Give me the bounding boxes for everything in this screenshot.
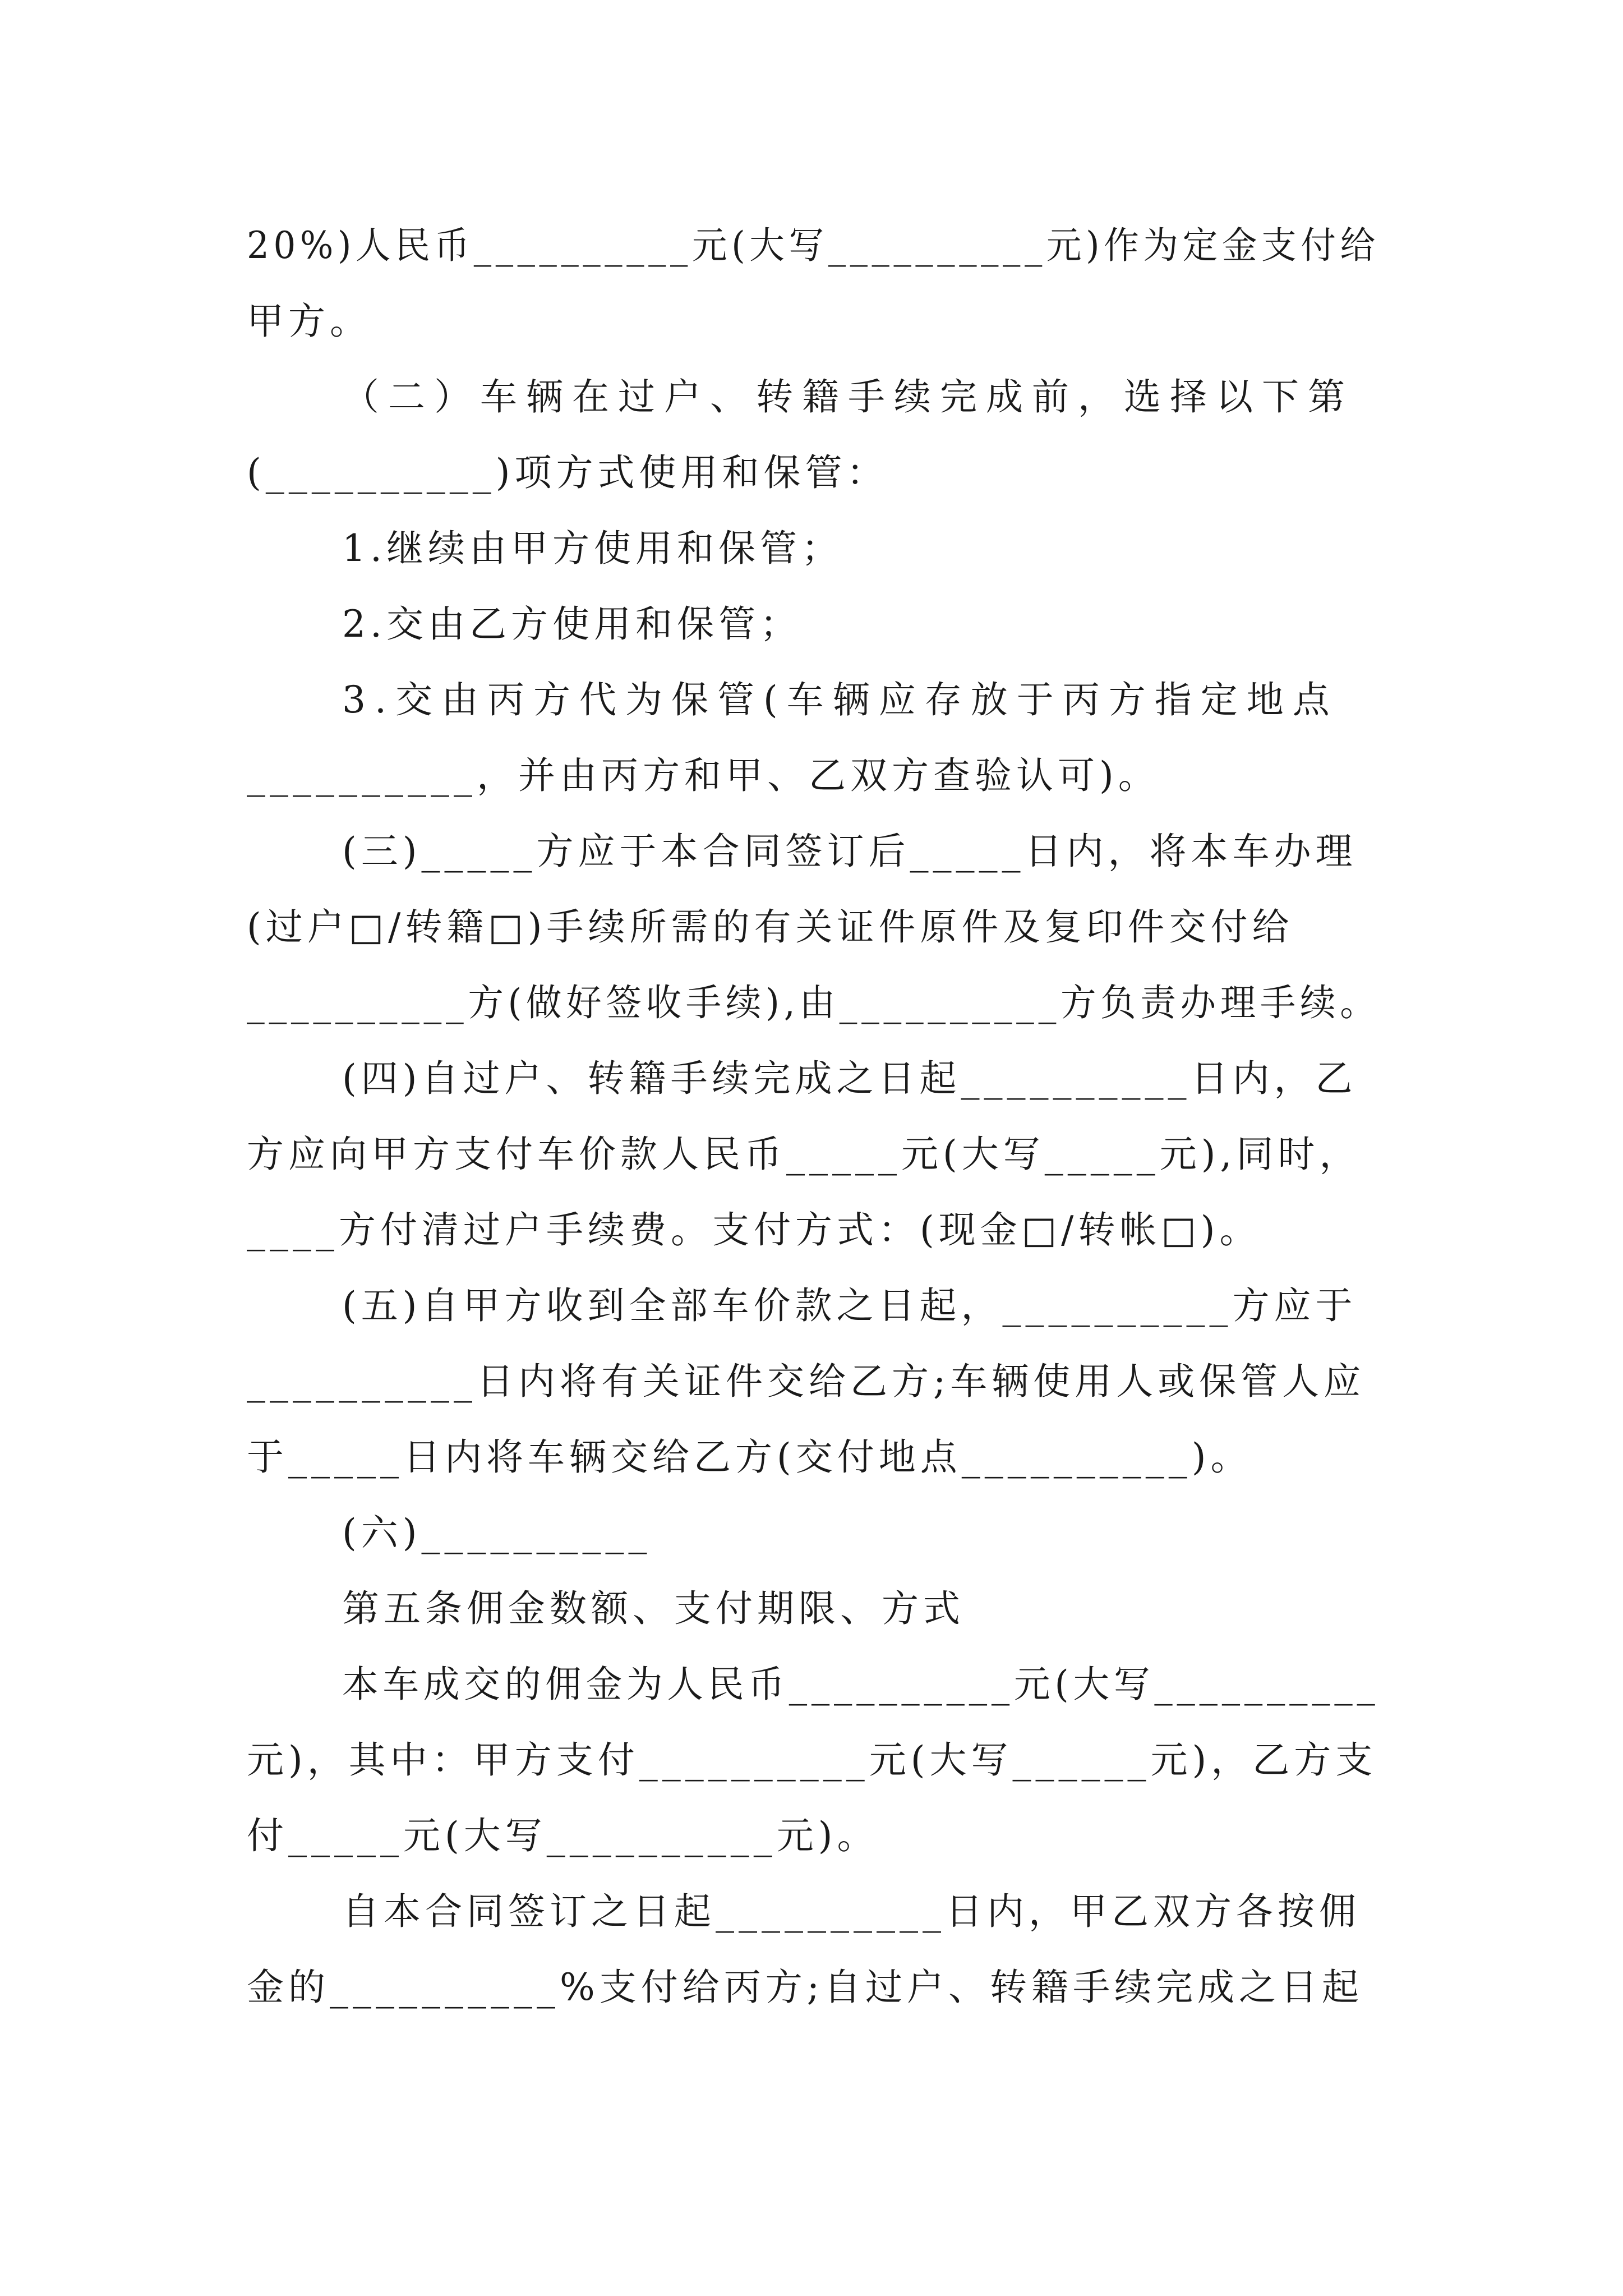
paragraph-line-4: (__________)项方式使用和保管： [247, 451, 888, 494]
paragraph-line-22: 付_____元(大写__________元)。 [247, 1814, 879, 1857]
section-heading: 第五条佣金数额、支付期限、方式 [342, 1587, 965, 1630]
paragraph-line-20: 本车成交的佣金为人民币__________元(大写__________ [342, 1663, 1380, 1706]
paragraph-line-23: 自本合同签订之日起__________日内，甲乙双方各按佣 [342, 1890, 1361, 1933]
paragraph-line-2: 甲方。 [247, 300, 371, 343]
list-item-1: 1.继续由甲方使用和保管； [342, 527, 843, 570]
paragraph-line-9: (三)_____方应于本合同签订后_____日内，将本车办理 [342, 830, 1357, 873]
list-item-2: 2.交由乙方使用和保管； [342, 602, 801, 646]
paragraph-line-8: __________，并由丙方和甲、乙双方查验认可)。 [247, 754, 1160, 797]
paragraph-line-16: __________日内将有关证件交给乙方;车辆使用人或保管人应 [247, 1360, 1366, 1403]
paragraph-line-18: (六)__________ [342, 1511, 652, 1554]
paragraph-line-10: (过户□/转籍□)手续所需的有关证件原件及复印件交付给 [247, 905, 1294, 949]
paragraph-line-13: 方应向甲方支付车价款人民币_____元(大写_____元),同时， [247, 1133, 1361, 1176]
list-item-3: 3.交由丙方代为保管(车辆应存放于丙方指定地点 [342, 678, 1339, 721]
paragraph-line-17: 于_____日内将车辆交给乙方(交付地点__________)。 [247, 1435, 1252, 1479]
paragraph-line-3: （二）车辆在过户、转籍手续完成前，选择以下第 [342, 375, 1354, 418]
paragraph-line-11: __________方(做好签收手续),由__________方负责办理手续。 [247, 981, 1380, 1024]
paragraph-line-1: 20%)人民币__________元(大写__________元)作为定金支付给 [247, 224, 1380, 267]
paragraph-line-21: 元)，其中：甲方支付__________元(大写______元)，乙方支 [247, 1738, 1377, 1782]
paragraph-line-15: (五)自甲方收到全部车价款之日起，__________方应于 [342, 1284, 1357, 1327]
paragraph-line-24: 金的__________%支付给丙方;自过户、转籍手续完成之日起 [247, 1966, 1363, 2009]
paragraph-line-14: ____方付清过户手续费。支付方式：(现金□/转帐□)。 [247, 1208, 1261, 1251]
paragraph-line-12: (四)自过户、转籍手续完成之日起__________日内，乙 [342, 1057, 1357, 1100]
